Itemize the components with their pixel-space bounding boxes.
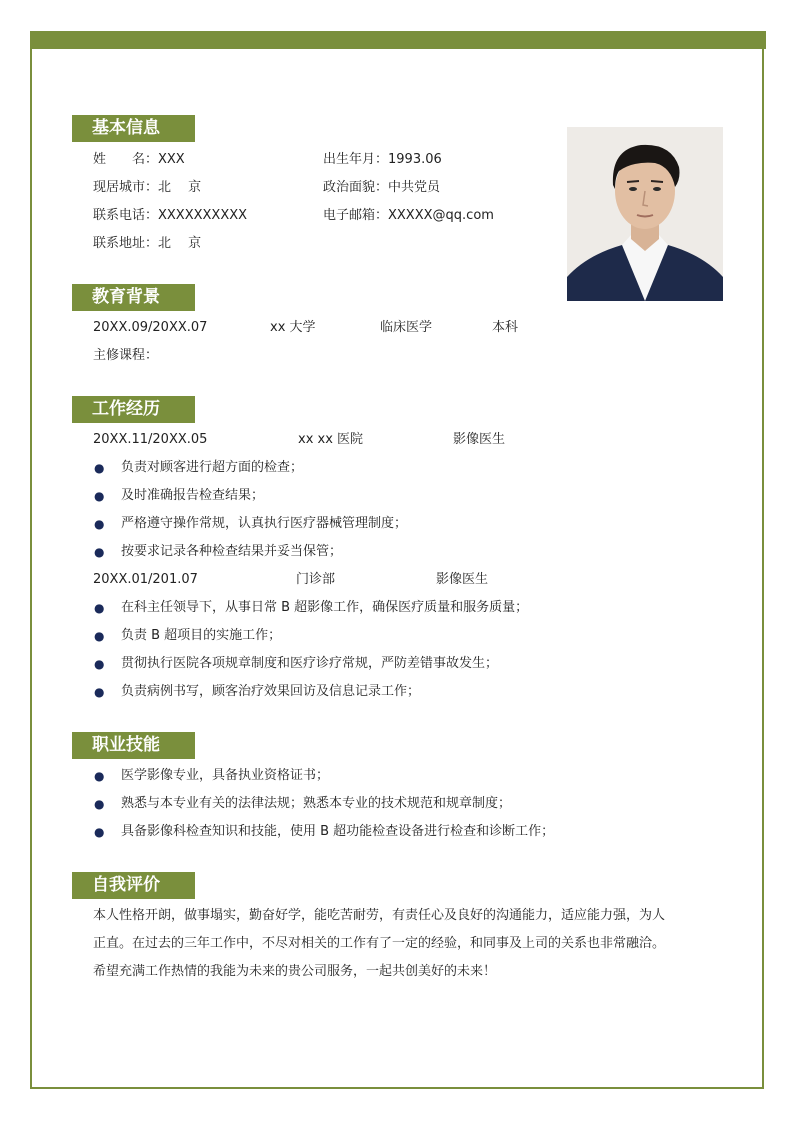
edu-school: xx 大学 (270, 320, 316, 335)
work-1-duty: 按要求记录各种检查结果并妥当保管； (121, 544, 343, 559)
section-header-work: 工作经历 (72, 396, 195, 423)
work-2-period: 20XX.01/201.07 (93, 572, 198, 587)
skill-item: 具备影像科检查知识和技能，使用 B 超功能检查设备进行检查和诊断工作； (121, 824, 555, 839)
work-2-org: 门诊部 (296, 572, 336, 587)
field-email: 电子邮箱：XXXXX@qq.com (323, 208, 494, 223)
edu-major: 临床医学 (380, 320, 433, 335)
field-politics: 政治面貌：中共党员 (323, 180, 441, 195)
bullet-icon: ● (94, 517, 105, 531)
work-1-org: xx xx 医院 (298, 432, 364, 447)
edu-degree: 本科 (492, 320, 519, 335)
bullet-icon: ● (94, 545, 105, 559)
bullet-icon: ● (94, 825, 105, 839)
field-phone: 联系电话：XXXXXXXXXX (93, 208, 248, 223)
skill-item: 医学影像专业，具备执业资格证书； (121, 768, 330, 783)
self-eval-line: 希望充满工作热情的我能为未来的贵公司服务，一起共创美好的未来！ (93, 964, 497, 979)
profile-photo (567, 127, 723, 301)
work-1-duty: 严格遵守操作常规，认真执行医疗器械管理制度； (121, 516, 408, 531)
field-name: 姓 名：XXX (93, 152, 185, 167)
work-2-role: 影像医生 (436, 572, 489, 587)
field-address: 联系地址：北 京 (93, 236, 202, 251)
bullet-icon: ● (94, 601, 105, 615)
self-eval-line: 正直。在过去的三年工作中，不尽对相关的工作有了一定的经验，和同事及上司的关系也非常融洽。 (93, 936, 666, 951)
section-header-self-eval: 自我评价 (72, 872, 195, 899)
field-birth: 出生年月：1993.06 (323, 152, 442, 167)
bullet-icon: ● (94, 797, 105, 811)
work-1-period: 20XX.11/20XX.05 (93, 432, 208, 447)
edu-courses: 主修课程： (93, 348, 159, 363)
bullet-icon: ● (94, 489, 105, 503)
section-header-education: 教育背景 (72, 284, 195, 311)
bullet-icon: ● (94, 657, 105, 671)
bullet-icon: ● (94, 685, 105, 699)
work-2-duty: 在科主任领导下，从事日常 B 超影像工作，确保医疗质量和服务质量； (121, 600, 529, 615)
bullet-icon: ● (94, 769, 105, 783)
work-1-role: 影像医生 (453, 432, 506, 447)
bullet-icon: ● (94, 461, 105, 475)
field-city: 现居城市：北 京 (93, 180, 202, 195)
avatar-portrait-icon (567, 127, 723, 301)
bullet-icon: ● (94, 629, 105, 643)
work-1-duty: 负责对顾客进行超方面的检查； (121, 460, 304, 475)
work-2-duty: 负责病例书写，顾客治疗效果回访及信息记录工作； (121, 684, 421, 699)
self-eval-line: 本人性格开朗，做事塌实，勤奋好学，能吃苦耐劳，有责任心及良好的沟通能力，适应能力强，为人 (93, 908, 666, 923)
section-header-skills: 职业技能 (72, 732, 195, 759)
work-1-duty: 及时准确报告检查结果； (121, 488, 265, 503)
work-2-duty: 负责 B 超项目的实施工作； (121, 628, 282, 643)
edu-period: 20XX.09/20XX.07 (93, 320, 208, 335)
skill-item: 熟悉与本专业有关的法律法规；熟悉本专业的技术规范和规章制度； (121, 796, 512, 811)
work-2-duty: 贯彻执行医院各项规章制度和医疗诊疗常规，严防差错事故发生； (121, 656, 499, 671)
section-header-basic-info: 基本信息 (72, 115, 195, 142)
